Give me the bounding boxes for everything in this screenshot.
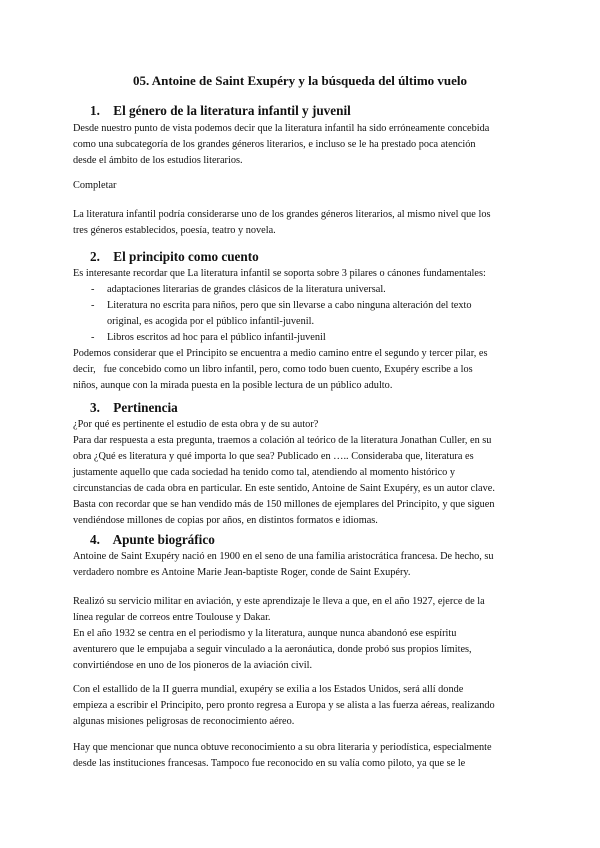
section-3-number: 3. [90, 400, 100, 415]
text-line: Libros escritos ad hoc para el público infantil-juvenil [107, 332, 326, 343]
text-line: Completar [73, 180, 117, 191]
text-line: circunstancias de cada obra en particular. En este sentido, Antoine de Saint Exupéry, es un autor clave. [73, 483, 495, 494]
section-2-number: 2. [90, 249, 100, 264]
text-line: Literatura no escrita para niños, pero que sin llevarse a cabo ninguna alteración del texto [107, 300, 472, 311]
text-line: Para dar respuesta a esta pregunta, traemos a colación al teórico de la literatura Jonathan Culler, en su [73, 435, 492, 446]
text-line: Con el estallido de la II guerra mundial, exupéry se exilia a los Estados Unidos, será allí donde [73, 684, 464, 695]
section-4-number: 4. [90, 532, 100, 547]
text-line: niños, aunque con la mirada puesta en la posible lectura de un público adulto. [73, 380, 393, 391]
list-dash: - [91, 284, 95, 295]
section-1-paragraph-3 [73, 207, 531, 239]
text-line: desde el ámbito de los estudios literarios. [73, 155, 243, 166]
section-1-paragraph-2 [73, 178, 531, 194]
section-4-paragraph-2 [73, 594, 531, 674]
list-item [73, 282, 533, 298]
list-dash: - [91, 300, 95, 311]
section-2-heading [90, 249, 259, 265]
section-4-paragraph-4 [73, 740, 531, 772]
text-line: tres géneros establecidos, poesía, teatro y novela. [73, 225, 276, 236]
section-3-title: Pertinencia [113, 400, 178, 415]
text-line: verdadero nombre es Antoine Marie Jean-baptiste Roger, conde de Saint Exupéry. [73, 567, 411, 578]
text-line: empieza a escribir el Principito, pero pronto regresa a Europa y se alista a las fuerza aéreas, realizando [73, 700, 495, 711]
text-line: adaptaciones literarias de grandes clásicos de la literatura universal. [107, 284, 386, 295]
text-line: algunas misiones peligrosas de reconocimiento aéreo. [73, 716, 295, 727]
text-line: Hay que mencionar que nunca obtuve reconocimiento a su obra literaria y periodística, especialmente [73, 742, 492, 753]
section-2-title: El principito como cuento [113, 249, 259, 264]
text-line: En el año 1932 se centra en el periodismo y la literatura, aunque nunca abandonó ese espíritu [73, 628, 457, 639]
text-line: La literatura infantil podría considerarse uno de los grandes géneros literarios, al mismo nivel que los [73, 209, 491, 220]
text-line: decir, fue concebido como un libro infantil, pero, como todo buen cuento, Exupéry escribe a los [73, 364, 473, 375]
list-dash: - [91, 332, 95, 343]
text-line: línea regular de correos entre Toulouse y Dakar. [73, 612, 271, 623]
text-line: Basta con recordar que se han vendido más de 150 millones de ejemplares del Principito, y que siguen [73, 499, 495, 510]
text-line: Es interesante recordar que La literatura infantil se soporta sobre 3 pilares o cánones fundamentales: [73, 268, 486, 279]
text-line: Realizó su servicio militar en aviación, y este aprendizaje le lleva a que, en el año 1927, ejerce de la [73, 596, 485, 607]
text-line: justamente aquello que cada sociedad ha tenido como tal, atendiendo al momento histórico y [73, 467, 456, 478]
section-2-list [73, 282, 533, 346]
section-2-paragraph-2 [73, 346, 531, 394]
text-line: como una subcategoría de los grandes géneros literarios, e incluso se le ha prestado poca atención [73, 139, 476, 150]
text-line: Desde nuestro punto de vista podemos decir que la literatura infantil ha sido erróneamente concebida [73, 123, 490, 134]
list-item [73, 298, 533, 330]
section-4-paragraph-3 [73, 682, 531, 730]
section-3-heading [90, 400, 178, 416]
list-item [73, 330, 533, 346]
text-line: Podemos considerar que el Principito se encuentra a medio camino entre el segundo y tercer pilar, es [73, 348, 488, 359]
section-1-number: 1. [90, 103, 100, 118]
text-line: desde las instituciones francesas. Tampoco fue reconocido en su valía como piloto, ya que se le [73, 758, 466, 769]
text-line: Antoine de Saint Exupéry nació en 1900 en el seno de una familia aristocrática francesa. De hecho, su [73, 551, 494, 562]
text-line: ¿Por qué es pertinente el estudio de esta obra y de su autor? [73, 419, 319, 430]
document-title: 05. Antoine de Saint Exupéry y la búsqueda del último vuelo [132, 73, 468, 88]
text-line: convirtiéndose en uno de los pioneros de la aviación civil. [73, 660, 313, 671]
text-line: aventurero que le empujaba a seguir vinculado a la aeronáutica, donde probó sus propios límites, [73, 644, 472, 655]
section-1-heading [90, 103, 351, 119]
text-line: original, es acogida por el público infantil-juvenil. [107, 316, 315, 327]
text-line: vendiéndose millones de copias por años, en distintos formatos e idiomas. [73, 515, 378, 526]
section-4-heading [90, 532, 215, 548]
section-3-paragraph-1 [73, 417, 531, 529]
section-1-paragraph-1 [73, 121, 531, 169]
section-4-title: Apunte biográfico [112, 532, 215, 547]
section-1-title: El género de la literatura infantil y juvenil [113, 103, 351, 118]
text-line: obra ¿Qué es literatura y qué importa lo que sea? Publicado en ….. Consideraba que, literatura es [73, 451, 474, 462]
section-2-intro [73, 266, 531, 282]
section-4-paragraph-1 [73, 549, 531, 581]
